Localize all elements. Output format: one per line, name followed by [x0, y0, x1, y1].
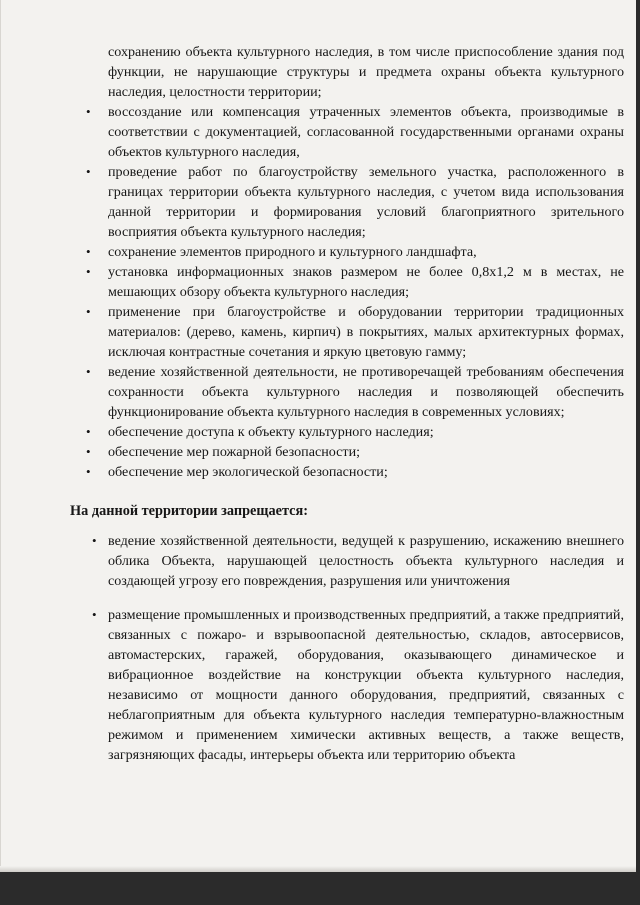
bullet-icon: • — [86, 364, 91, 379]
list-item-text: обеспечение мер пожарной безопасности; — [108, 444, 361, 460]
document-content — [70, 42, 624, 779]
list-item — [78, 302, 624, 362]
list-item — [78, 362, 624, 422]
bullet-icon: • — [86, 164, 91, 179]
bullet-icon: • — [92, 607, 97, 622]
bullet-icon: • — [86, 464, 91, 479]
list-item — [78, 531, 624, 591]
list-item-text: ведение хозяйственной деятельности, не противоречащей требованиям обеспечения сохранности объекта культурного наследия и позволяющей обеспечить функционирование объекта культурного наследия в современных условиях; — [108, 364, 624, 420]
list-item — [78, 102, 624, 162]
list-item — [78, 605, 624, 765]
list-item — [78, 422, 624, 442]
bullet-icon: • — [86, 424, 91, 439]
prohibited-list — [78, 531, 624, 765]
bullet-icon: • — [86, 104, 91, 119]
bullet-icon: • — [92, 533, 97, 548]
list-item — [78, 242, 624, 262]
list-item — [78, 442, 624, 462]
list-item-text: ведение хозяйственной деятельности, ведущей к разрушению, искажению внешнего облика Объекта, нарушающей целостность объекта культурного наследия и создающей угрозу его повреждения, разрушения или уничтожения — [108, 533, 624, 589]
list-item — [78, 462, 624, 482]
list-item — [78, 162, 624, 242]
list-item-text: обеспечение мер экологической безопасности; — [108, 464, 388, 480]
bullet-icon: • — [86, 264, 91, 279]
list-item-text: применение при благоустройстве и оборудовании территории традиционных материалов: (дерево, камень, кирпич) в покрытиях, малых архитектурных формах, исключая контрастные сочетания и яркую цветовую гамму; — [108, 304, 624, 360]
permitted-list — [78, 102, 624, 482]
prohibited-section-title: На данной территории запрещается: — [70, 503, 308, 519]
bullet-icon: • — [86, 244, 91, 259]
list-item-text: проведение работ по благоустройству земельного участка, расположенного в границах территории объекта культурного наследия, с учетом вида использования данной территории и формирования условий благоприятного зрительного восприятия объекта культурного наследия; — [108, 164, 624, 240]
list-item-text: воссоздание или компенсация утраченных элементов объекта, производимые в соответствии с документацией, согласованной государственными органами охраны объектов культурного наследия, — [108, 104, 624, 160]
list-item-text: сохранение элементов природного и культурного ландшафта, — [108, 244, 477, 260]
list-item-text: размещение промышленных и производственных предприятий, а также предприятий, связанных с пожаро- и взрывоопасной деятельностью, складов, автосервисов, автомастерских, гаражей, оборудования, оказывающего динамическое и вибрационное воздействие на конструкции объекта культурного наследия, независимо от мощности данного оборудования, предприятий, связанных с неблагоприятным для объекта культурного наследия температурно-влажностным режимом и применением химически активных веществ, а также веществ, загрязняющих фасады, интерьеры объекта или территорию объекта — [108, 607, 624, 763]
list-item — [78, 262, 624, 302]
continuation-paragraph: сохранению объекта культурного наследия, в том числе приспособление здания под функции, не нарушающие структуры и предмета охраны объекта культурного наследия, целостности территории; — [108, 44, 624, 100]
list-item-text: обеспечение доступа к объекту культурного наследия; — [108, 424, 434, 440]
bullet-icon: • — [86, 304, 91, 319]
list-item-text: установка информационных знаков размером не более 0,8х1,2 м в местах, не мешающих обзору объекта культурного наследия; — [108, 264, 624, 300]
bullet-icon: • — [86, 444, 91, 459]
